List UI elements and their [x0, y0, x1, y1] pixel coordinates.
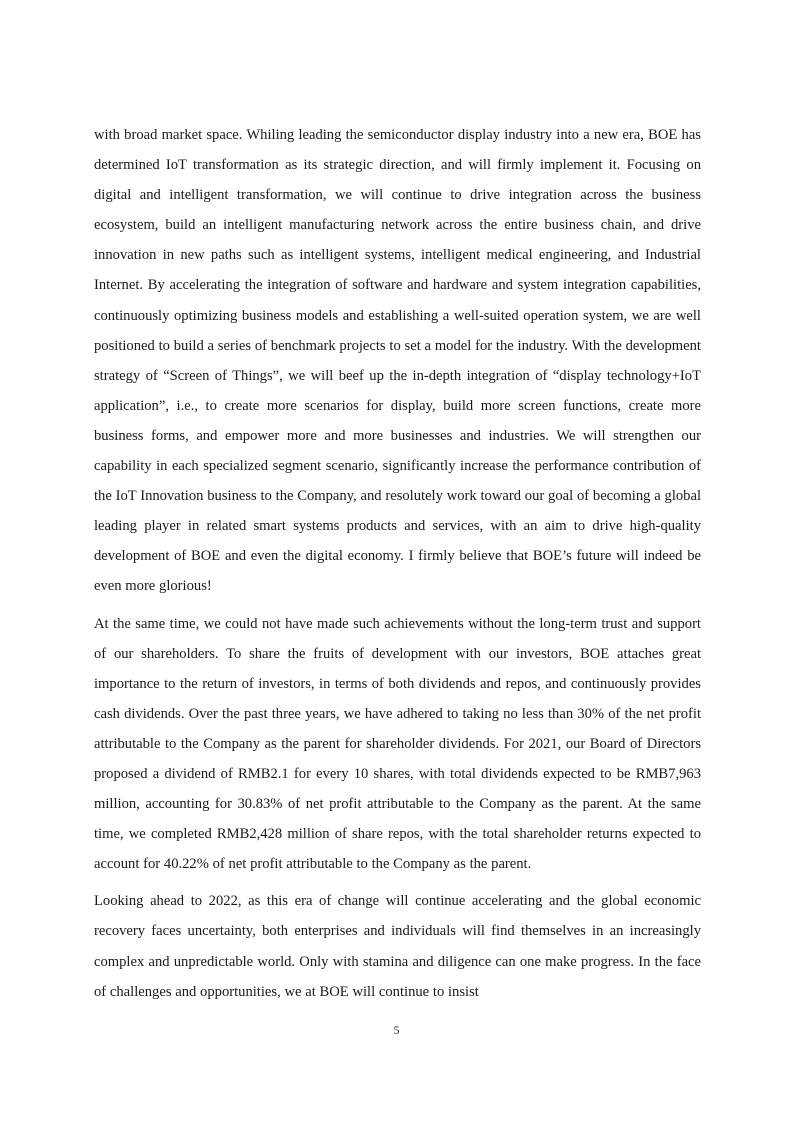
page-number: 5	[393, 1025, 400, 1037]
body-paragraph-1: with broad market space. Whiling leading the semiconductor display industry into a new era, BOE has determined IoT transformation as its strategic direction, and will firmly implement it. Focusing on digital and intelligent transformation, we will continue to drive integration across the business ecosystem, build an intelligent manufacturing network across the entire business chain, and drive innovation in new paths such as intelligent systems, intelligent medical engineering, and Industrial Internet. By accelerating the integration of software and hardware and system integration capabilities, continuously optimizing business models and establishing a well-suited operation system, we are well positioned to build a series of benchmark projects to set a model for the industry. With the development strategy of “Screen of Things”, we will beef up the in-depth integration of “display technology+IoT application”, i.e., to create more scenarios for display, build more screen functions, create more business forms, and empower more and more businesses and industries. We will strengthen our capability in each specialized segment scenario, significantly increase the performance contribution of the IoT Innovation business to the Company, and resolutely work toward our goal of becoming a global leading player in related smart systems products and services, with an aim to drive high-quality development of BOE and even the digital economy. I firmly believe that BOE’s future will indeed be even more glorious!	[94, 127, 701, 595]
body-paragraph-3: Looking ahead to 2022, as this era of change will continue accelerating and the global economic recovery faces uncertainty, both enterprises and individuals will find themselves in an increasingly complex and unpredictable world. Only with stamina and diligence can one make progress. In the face of challenges and opportunities, we at BOE will continue to insist	[94, 893, 701, 1000]
body-text-block	[94, 120, 701, 1007]
body-paragraph-2: At the same time, we could not have made such achievements without the long-term trust and support of our shareholders. To share the fruits of development with our investors, BOE attaches great importance to the return of investors, in terms of both dividends and repos, and continuously provides cash dividends. Over the past three years, we have adhered to taking no less than 30% of the net profit attributable to the Company as the parent for shareholder dividends. For 2021, our Board of Directors proposed a dividend of RMB2.1 for every 10 shares, with total dividends expected to be RMB7,963 million, accounting for 30.83% of net profit attributable to the Company as the parent. At the same time, we completed RMB2,428 million of share repos, with the total shareholder returns expected to account for 40.22% of net profit attributable to the Company as the parent.	[94, 615, 701, 873]
